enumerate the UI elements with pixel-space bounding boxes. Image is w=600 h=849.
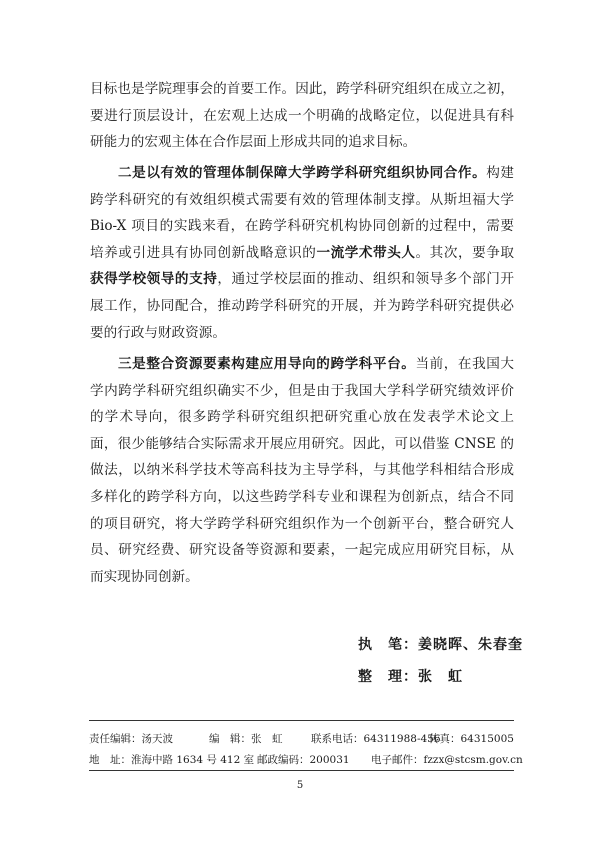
email: 电子邮件：fzzx@stcsm.gov.cn [371, 754, 523, 766]
page-number: 5 [296, 780, 304, 791]
text-line: 做法，以纳米科学技术等高科技为主导学科，与其他学科相结合形成 [90, 462, 514, 479]
text-fragment: ，通过学校层面的推动、组织和领导多个部门开 [217, 271, 515, 288]
paragraph-management-system [90, 160, 514, 346]
text-line [90, 240, 514, 267]
paragraph-heading: 三是整合资源要素构建应用导向的跨学科平台。 [118, 356, 416, 372]
emphasis-text: 一流学术带头人 [316, 244, 416, 261]
editor: 编 辑：张 虹 [209, 733, 283, 745]
text-line: 面，很少能够结合实际需求开展应用研究。因此，可以借鉴 CNSE 的 [90, 435, 514, 452]
author-names: 姜晓晖、朱春奎 [418, 637, 523, 653]
paragraph-resource-platform [90, 351, 514, 590]
text-line: 而实现协同创新。 [90, 568, 199, 585]
text-fragment: 构建 [486, 165, 515, 181]
author-credit [358, 634, 523, 654]
text-line: 要进行顶层设计，在宏观上达成一个明确的战略定位，以促进具有科 [90, 107, 514, 124]
text-line: 学内跨学科研究组织确实不少，但是由于我国大学科学研究绩效评价 [90, 382, 514, 399]
text-line [90, 160, 514, 187]
footer-divider [89, 720, 514, 721]
address: 地 址：淮海中路 1634 号 412 室 [89, 754, 255, 766]
emphasis-text: 获得学校领导的支持 [90, 271, 218, 288]
text-line: 目标也是学院理事会的首要工作。因此，跨学科研究组织在成立之初， [90, 81, 514, 97]
paragraph-heading: 二是以有效的管理体制保障大学跨学科研究组织协同合作。 [118, 165, 487, 181]
footer-bottom-divider [89, 770, 514, 771]
paragraph-continuation [90, 76, 514, 156]
text-line: 要的行政与财政资源。 [90, 324, 226, 341]
postcode: 邮政编码：200031 [257, 754, 350, 766]
text-line: 的学术导向，很多跨学科研究组织把研究重心放在发表学术论文上 [90, 409, 514, 426]
text-line: 展工作，协同配合，推动跨学科研究的开展，并为跨学科研究提供必 [90, 297, 514, 314]
editor-name: 张 虹 [418, 669, 463, 685]
text-line: 跨学科研究的有效组织模式需要有效的管理体制支撑。从斯坦福大学 [90, 191, 514, 208]
author-label: 执 笔： [358, 637, 418, 653]
text-fragment: 当前，在我国大 [415, 356, 515, 372]
footer-row-editors [89, 731, 514, 747]
text-fragment: 培养或引进具有协同创新战略意识的 [90, 244, 317, 261]
editor-label: 整 理： [358, 669, 418, 685]
text-line: 的项目研究，将大学跨学科研究组织作为一个创新平台，整合研究人 [90, 515, 514, 532]
fax: 传真：64315005 [429, 733, 514, 745]
text-line [90, 266, 514, 293]
phone: 联系电话：64311988-456 [311, 733, 441, 745]
chief-editor: 责任编辑：汤天波 [89, 733, 173, 745]
editor-credit [358, 666, 463, 686]
text-line: 多样化的跨学科方向，以这些跨学科专业和课程为创新点，结合不同 [90, 488, 514, 505]
text-fragment: 。其次，要争取 [415, 244, 515, 261]
text-line: 员、研究经费、研究设备等资源和要素，一起完成应用研究目标，从 [90, 542, 514, 559]
text-line: 研能力的宏观主体在合作层面上形成共同的追求目标。 [90, 134, 417, 151]
text-line: Bio-X 项目的实践来看，在跨学科研究机构协同创新的过程中，需要 [90, 218, 514, 235]
footer-row-contact [89, 752, 523, 768]
text-line [90, 351, 514, 378]
